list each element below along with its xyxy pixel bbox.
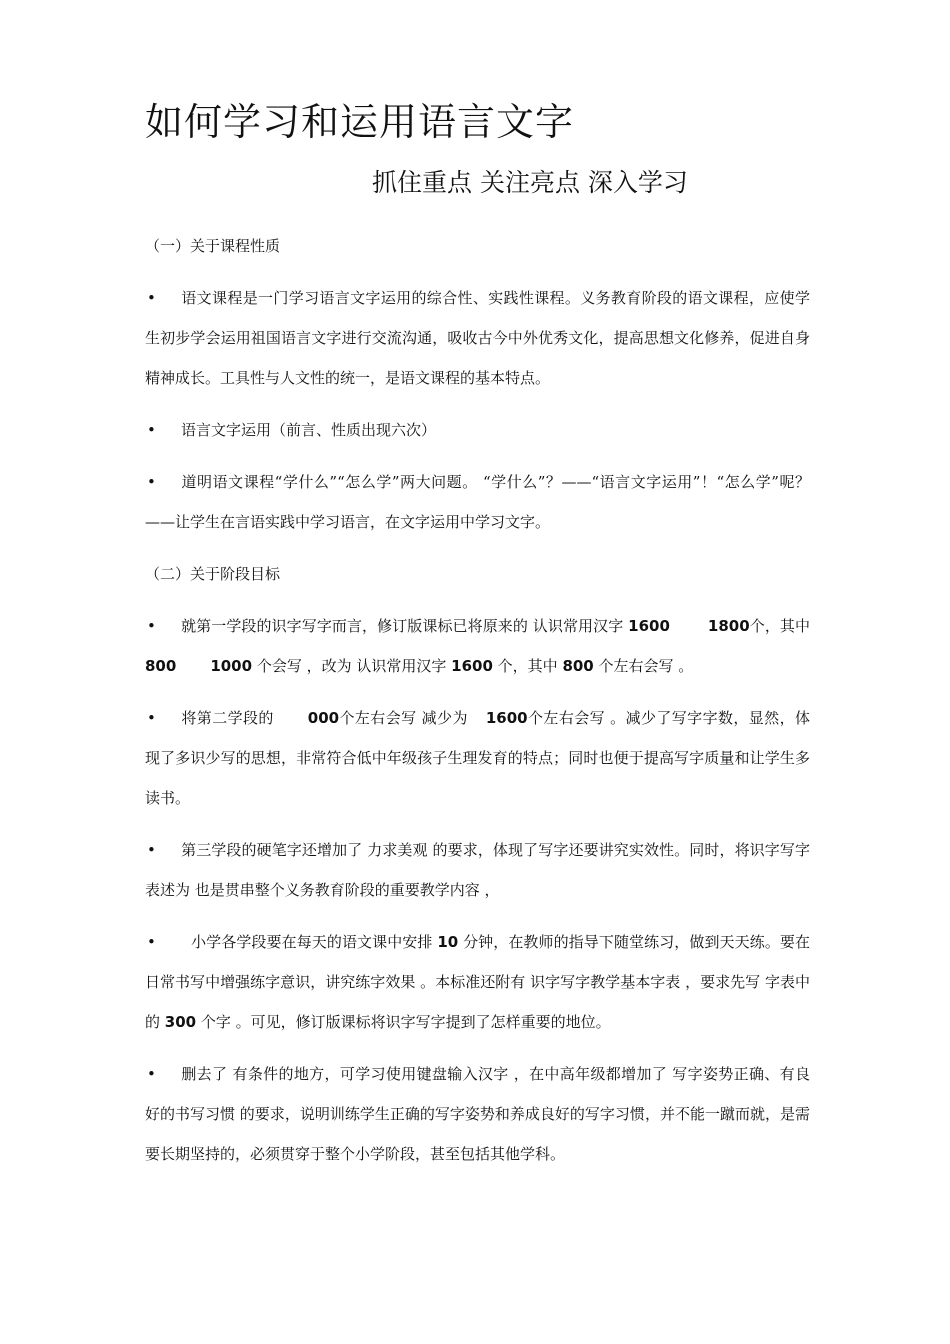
paragraph-stage-two <box>145 698 810 818</box>
paragraph-text: 个，其中 <box>749 617 810 635</box>
document-title: 如何学习和运用语言文字 <box>145 100 575 144</box>
paragraph-text: 语文课程是一门学习语言文字运用的综合性、实践性课程。义务教育阶段的语文课程，应使学生初步学会运用祖国语言文字进行交流沟通，吸收古今中外优秀文化，提高思想文化修养，促进自身精神成长。工具性与人文性的统一，是语文课程的基本特点。 <box>145 289 810 387</box>
paragraph-text: 分钟，在教师的指导下随堂练习，做到天天练。要在日常书写中增强练字意识，讲究练字效果 。本标准还附有 识字写字教学基本字表 ，要求先写 字表中的 <box>145 933 810 1031</box>
section-heading-1: （一）关于课程性质 <box>145 237 281 255</box>
paragraph-stage-three <box>145 830 810 910</box>
paragraph-text: 语言文字运用（前言、性质出现六次） <box>181 421 437 439</box>
bullet-icon: • <box>147 841 156 859</box>
bullet-icon: • <box>147 473 156 491</box>
paragraph-text: 道明语文课程“学什么”“怎么学”两大问题。 “学什么”？——“语言文字运用”！“怎么学”呢？——让学生在言语实践中学习语言，在文字运用中学习文字。 <box>145 473 810 531</box>
number-text: 800 <box>145 657 177 675</box>
number-text: 1000 <box>210 657 253 675</box>
number-text: 000 <box>307 709 340 727</box>
number-text: 10 <box>437 933 459 951</box>
number-text: 800 <box>562 657 594 675</box>
paragraph-text: 删去了 有条件的地方，可学习使用键盘输入汉字 ，在中高年级都增加了 写字姿势正确、有良好的书写习惯 的要求，说明训练学生正确的写字姿势和养成良好的写字习惯，并不能一蹴而就，是需要长期坚持的，必须贯穿于整个小学阶段，甚至包括其他学科。 <box>145 1065 810 1163</box>
number-text: 1600 <box>628 617 670 635</box>
paragraph-course-nature <box>145 278 810 398</box>
paragraph-text: 小学各学段要在每天的语文课中安排 <box>191 933 438 951</box>
paragraph-text: 个左右会写 。 <box>593 657 694 675</box>
bullet-icon: • <box>147 421 156 439</box>
paragraph-language-use <box>145 410 810 450</box>
number-text: 1600 <box>485 709 528 727</box>
document-subtitle: 抓住重点 关注亮点 深入学习 <box>372 168 688 197</box>
section-heading-2: （二）关于阶段目标 <box>145 565 281 583</box>
bullet-icon: • <box>147 617 156 635</box>
paragraph-text: 个字 。可见，修订版课标将识字写字提到了怎样重要的地位。 <box>196 1013 611 1031</box>
paragraph-daily-practice <box>145 922 810 1042</box>
bullet-icon: • <box>147 709 156 727</box>
paragraph-text: 个，其中 <box>492 657 563 675</box>
number-text: 300 <box>164 1013 197 1031</box>
bullet-icon: • <box>147 933 156 951</box>
paragraph-stage-one <box>145 606 810 686</box>
bullet-icon: • <box>147 289 156 307</box>
paragraph-what-how <box>145 462 810 542</box>
paragraph-text: 将第二学段的 <box>181 709 274 727</box>
paragraph-writing-posture <box>145 1054 810 1174</box>
number-text: 1800 <box>707 617 750 635</box>
paragraph-text: 就第一学段的识字写字而言，修订版课标已将原来的 认识常用汉字 <box>181 617 629 635</box>
paragraph-text: 第三学段的硬笔字还增加了 力求美观 的要求，体现了写字还要讲究实效性。同时，将识字写字表述为 也是贯串整个义务教育阶段的重要教学内容 ， <box>145 841 810 899</box>
paragraph-text: 个会写 ，改为 认识常用汉字 <box>252 657 452 675</box>
document-body <box>145 226 810 1186</box>
number-text: 1600 <box>451 657 493 675</box>
paragraph-text: 个左右会写 减少为 <box>339 709 468 727</box>
bullet-icon: • <box>147 1065 156 1083</box>
paragraph-text: 个左右会写 。减少了写字字数，显然，体现了多识少写的思想，非常符合低中年级孩子生理发育的特点；同时也便于提高写字质量和让学生多读书。 <box>145 709 810 807</box>
